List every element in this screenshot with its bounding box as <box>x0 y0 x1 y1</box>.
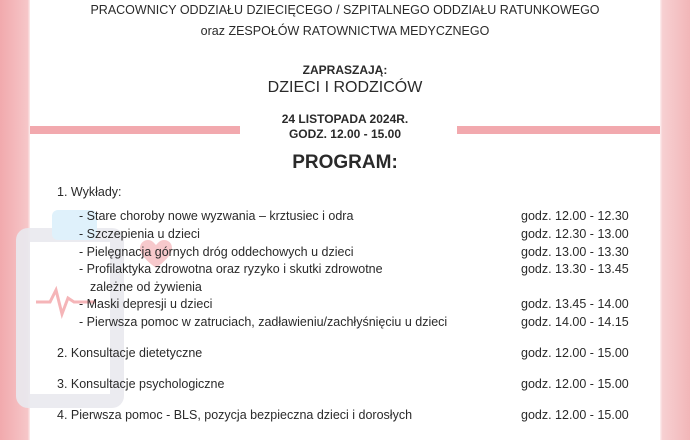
lecture-title-continued: zależne od żywienia <box>90 280 202 294</box>
event-date: 24 LISTOPADA 2024R. <box>281 112 409 126</box>
lecture-title: - Pielęgnacja górnych dróg oddechowych u dzieci <box>79 245 354 259</box>
lecture-title: - Stare choroby nowe wyzwania – krztusiec i odra <box>79 209 354 223</box>
lectures-title: 1. Wykłady: <box>57 185 122 199</box>
event-hours: GODZ. 12.00 - 15.00 <box>288 127 402 141</box>
lecture-time: godz. 14.00 - 14.15 <box>521 315 629 329</box>
program-item-time: godz. 12.00 - 15.00 <box>521 346 629 360</box>
lecture-time: godz. 13.45 - 14.00 <box>521 297 629 311</box>
lecture-time: godz. 12.00 - 12.30 <box>521 209 629 223</box>
lecture-time: godz. 13.30 - 13.45 <box>521 262 629 276</box>
program-item-time: godz. 12.00 - 15.00 <box>521 408 629 422</box>
program-item-title: 2. Konsultacje dietetyczne <box>57 346 203 360</box>
program-title: PROGRAM: <box>292 152 398 173</box>
lecture-title: - Szczepienia u dzieci <box>79 227 200 241</box>
lecture-title: - Pierwsza pomoc w zatruciach, zadławieniu/zachłyśnięciu u dzieci <box>79 315 448 329</box>
lecture-title: - Profilaktyka zdrowotna oraz ryzyko i skutki zdrowotne <box>79 262 383 276</box>
lecture-time: godz. 13.00 - 13.30 <box>521 245 629 259</box>
program-item-title: 3. Konsultacje psychologiczne <box>57 377 225 391</box>
program-item-title: 4. Pierwsza pomoc - BLS, pozycja bezpieczna dzieci i dorosłych <box>57 408 413 422</box>
header-line-1: PRACOWNICY ODDZIAŁU DZIECIĘCEGO / SZPITALNEGO ODDZIAŁU RATUNKOWEGO <box>90 3 600 17</box>
lecture-title: - Maski depresji u dzieci <box>79 297 213 311</box>
lecture-time: godz. 12.30 - 13.00 <box>521 227 629 241</box>
invite-label: ZAPRASZAJĄ: <box>302 63 388 77</box>
program-item-time: godz. 12.00 - 15.00 <box>521 377 629 391</box>
invite-audience: DZIECI I RODZICÓW <box>267 79 423 96</box>
header-line-2: oraz ZESPOŁÓW RATOWNICTWA MEDYCZNEGO <box>200 24 490 38</box>
